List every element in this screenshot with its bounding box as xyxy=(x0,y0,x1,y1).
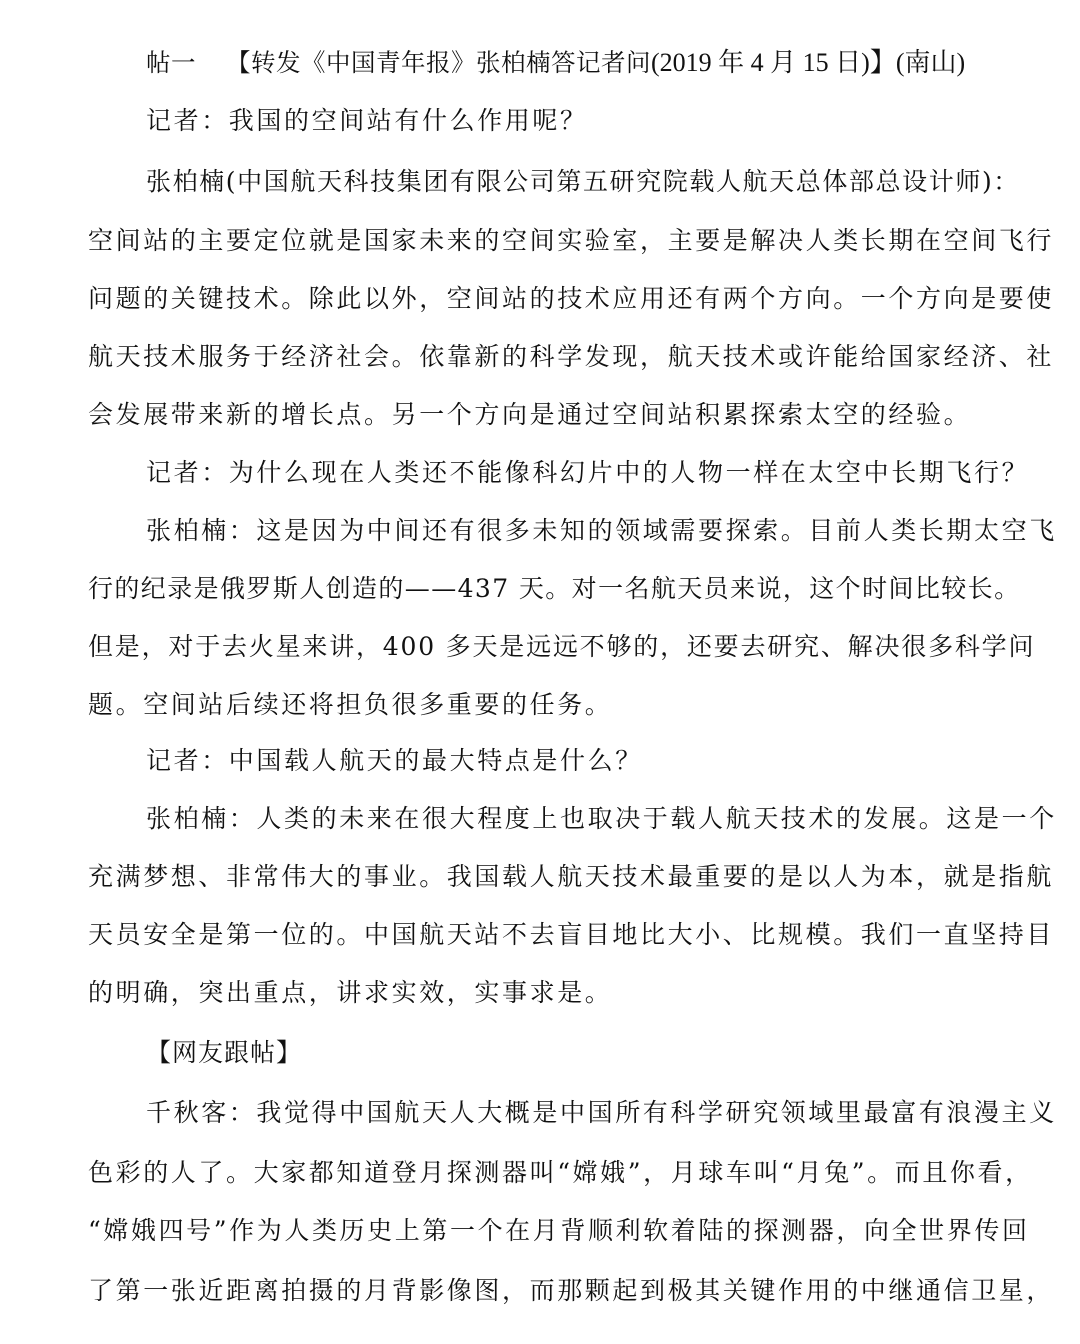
answer-3-line-2: 充满梦想、非常伟大的事业。我国载人航天技术最重要的是以人为本，就是指航 xyxy=(88,862,1055,891)
answer-1-line-2: 空间站的主要定位就是国家未来的空间实验室，主要是解决人类长期在空间飞行 xyxy=(88,226,1055,255)
reporter-question-2: 记者：为什么现在人类还不能像科幻片中的人物一样在太空中长期飞行？ xyxy=(146,458,1030,487)
answer-2-line-1: 张柏楠：这是因为中间还有很多未知的领域需要探索。目前人类长期太空飞 xyxy=(146,516,1057,545)
post-date: (2019 年 4 月 15 日)】(南山) xyxy=(651,48,966,77)
comment-1-line-1: 千秋客：我觉得中国航天人大概是中国所有科学研究领域里最富有浪漫主义 xyxy=(146,1098,1057,1127)
answer-2-line-3: 但是，对于去火星来讲，400 多天是远远不够的，还要去研究、解决很多科学问 xyxy=(88,632,1036,661)
answer-1-line-1: 张柏楠(中国航天科技集团有限公司第五研究院载人航天总体部总设计师)： xyxy=(146,167,1020,196)
answer-2-line-2: 行的纪录是俄罗斯人创造的——437 天。对一名航天员来说，这个时间比较长。 xyxy=(88,574,1021,603)
answer-1-line-5: 会发展带来新的增长点。另一个方向是通过空间站积累探索太空的经验。 xyxy=(88,400,972,429)
answer-1-line-3: 问题的关键技术。除此以外，空间站的技术应用还有两个方向。一个方向是要使 xyxy=(88,284,1055,313)
post-title: 【转发《中国青年报》张柏楠答记者问 xyxy=(226,48,651,77)
comment-1-line-3: “嫦娥四号”作为人类历史上第一个在月背顺利软着陆的探测器，向全世界传回 xyxy=(88,1216,1030,1245)
reporter-question-3: 记者：中国载人航天的最大特点是什么？ xyxy=(146,746,643,775)
post-heading xyxy=(146,46,965,80)
reporter-question-1: 记者：我国的空间站有什么作用呢？ xyxy=(146,106,588,135)
comment-1-line-4: 了第一张近距离拍摄的月背影像图，而那颗起到极其关键作用的中继通信卫星， xyxy=(88,1276,1055,1305)
answer-3-line-4: 的明确，突出重点，讲求实效，实事求是。 xyxy=(88,978,613,1007)
comments-heading: 【网友跟帖】 xyxy=(146,1038,303,1067)
answer-2-line-4: 题。空间站后续还将担负很多重要的任务。 xyxy=(88,690,613,719)
answer-3-line-3: 天员安全是第一位的。中国航天站不去盲目地比大小、比规模。我们一直坚持目 xyxy=(88,920,1055,949)
answer-3-line-1: 张柏楠：人类的未来在很大程度上也取决于载人航天技术的发展。这是一个 xyxy=(146,804,1057,833)
post-label: 帖一 xyxy=(146,48,196,77)
comment-1-line-2: 色彩的人了。大家都知道登月探测器叫“嫦娥”，月球车叫“月兔”。而且你看， xyxy=(88,1158,1033,1187)
answer-1-line-4: 航天技术服务于经济社会。依靠新的科学发现，航天技术或许能给国家经济、社 xyxy=(88,342,1055,371)
